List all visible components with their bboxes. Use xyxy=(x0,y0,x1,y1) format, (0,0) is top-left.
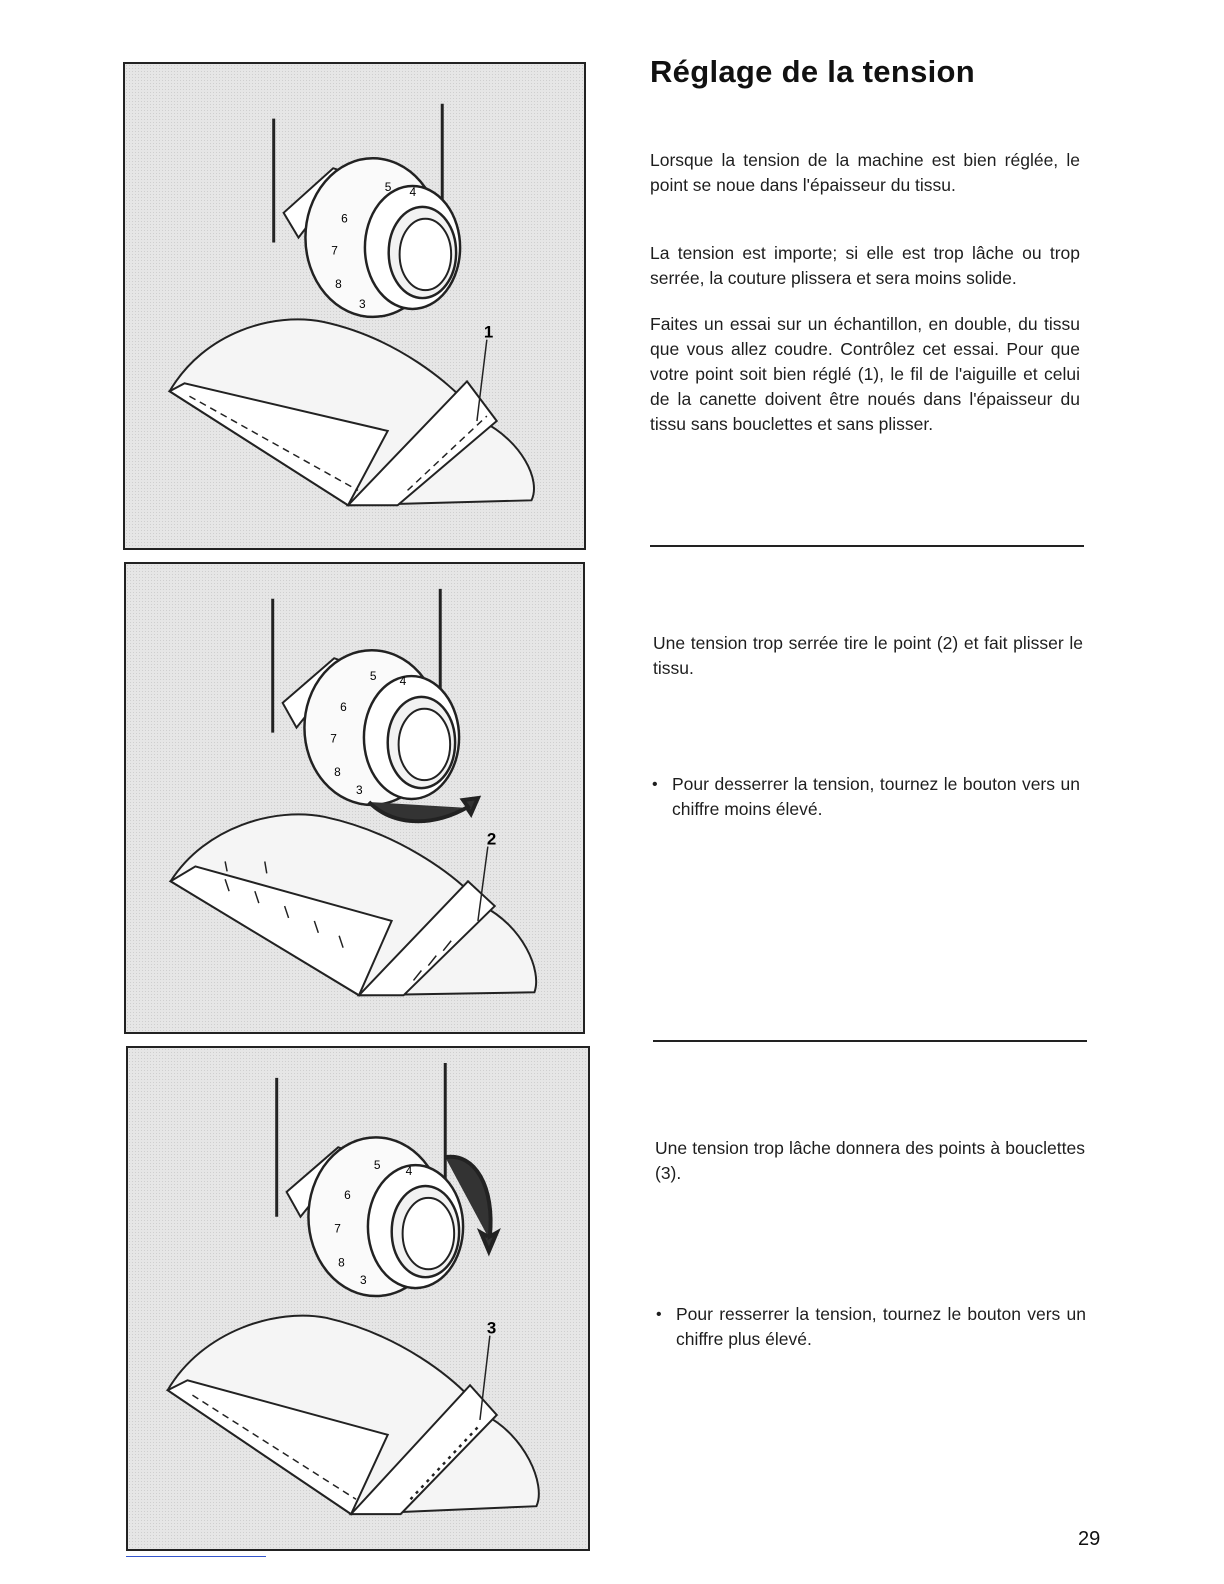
dial-number: 8 xyxy=(335,277,342,292)
callout-number: 2 xyxy=(486,829,497,849)
illustration-loose-tension xyxy=(126,1046,590,1551)
dial-number: 4 xyxy=(399,673,407,688)
dial-number: 3 xyxy=(355,783,363,798)
tension-diagram-2 xyxy=(126,564,583,1032)
tension-diagram-1 xyxy=(125,64,584,548)
illustration-tight-tension xyxy=(124,562,585,1034)
dial-number: 7 xyxy=(334,1221,341,1236)
tension-dial xyxy=(284,158,460,317)
callout-number: 3 xyxy=(486,1318,497,1338)
dial-number: 5 xyxy=(384,180,392,195)
section-divider xyxy=(653,1040,1087,1042)
dial-number: 5 xyxy=(369,669,377,684)
page-number: 29 xyxy=(1078,1528,1101,1550)
footer-underline xyxy=(126,1556,266,1557)
dial-number: 7 xyxy=(330,731,337,746)
tight-tension-instruction: • Pour desserrer la tension, tournez le bouton vers un chiffre moins élevé. xyxy=(652,772,1080,822)
dial-number: 8 xyxy=(338,1255,345,1270)
dial-number: 6 xyxy=(341,211,348,226)
dial-number: 4 xyxy=(409,184,417,199)
fabric-sample xyxy=(171,814,537,995)
tension-diagram-3 xyxy=(128,1048,588,1549)
dial-number: 5 xyxy=(373,1158,381,1173)
dial-number: 7 xyxy=(331,243,338,258)
intro-paragraph-1: Lorsque la tension de la machine est bien réglée, le point se noue dans l'épaisseur du tissu. xyxy=(650,150,1080,195)
dial-number: 6 xyxy=(340,699,347,714)
intro-paragraph-3: Faites un essai sur un échantillon, en double, du tissu que vous allez coudre. Contrôlez cet essai. Pour que votre point soit bien réglé (1), le fil de l'aiguille et celui de la canette doivent être noués dans l'épaisseur du tissu sans bouclettes et sans plisser. xyxy=(650,314,1080,434)
loose-tension-text: Une tension trop lâche donnera des points à bouclettes (3). xyxy=(655,1138,1085,1183)
loose-tension-instruction: • Pour resserrer la tension, tournez le bouton vers un chiffre plus élevé. xyxy=(656,1302,1086,1352)
dial-number: 4 xyxy=(405,1164,413,1179)
dial-number: 8 xyxy=(334,765,341,780)
intro-paragraph-2: La tension est importe; si elle est trop lâche ou trop serrée, la couture plissera et sera moins solide. xyxy=(650,243,1080,288)
callout-number: 1 xyxy=(483,322,494,342)
tension-dial xyxy=(287,1137,497,1296)
page-title: Réglage de la tension xyxy=(650,54,975,89)
section-divider xyxy=(650,545,1084,547)
dial-number: 6 xyxy=(344,1187,351,1202)
fabric-sample xyxy=(170,319,534,505)
tight-tension-text: Une tension trop serrée tire le point (2) et fait plisser le tissu. xyxy=(653,633,1083,678)
dial-number: 3 xyxy=(358,296,366,311)
illustration-correct-tension xyxy=(123,62,586,550)
dial-number: 3 xyxy=(359,1273,367,1288)
fabric-sample xyxy=(168,1316,539,1515)
tension-dial xyxy=(283,650,478,821)
